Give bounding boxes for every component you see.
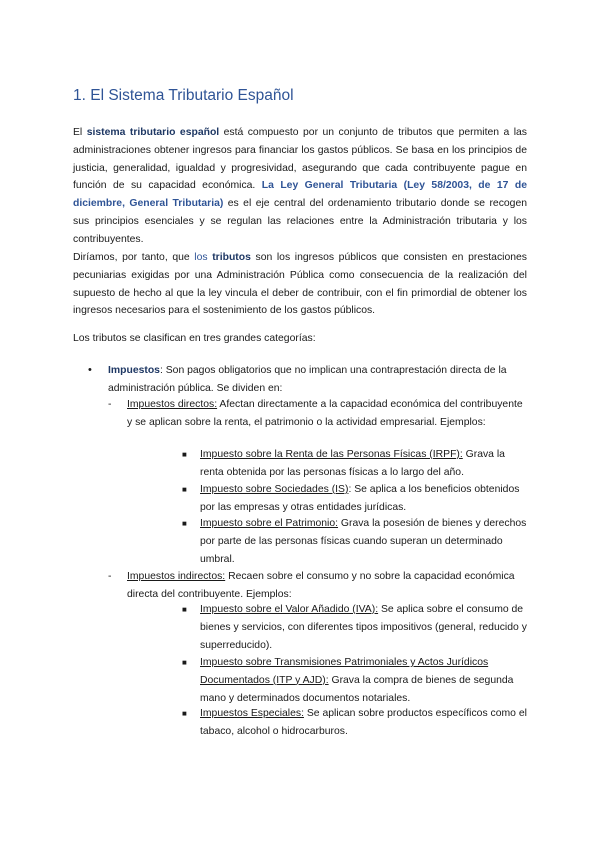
p2-highlight-tributos: tributos	[212, 252, 251, 263]
list-item-patrimonio	[200, 515, 527, 568]
impuestos-text: : Son pagos obligatorios que no implican una contraprestación directa de la administración pública. Se dividen en:	[108, 365, 507, 394]
list-item-impuestos	[108, 362, 526, 398]
dash-marker: -	[108, 399, 112, 410]
section-heading: 1. El Sistema Tributario Español	[73, 87, 294, 104]
indirectos-text: Recaen sobre el consumo y no sobre la capacidad económica directa del contribuyente. Ejemplos:	[127, 571, 515, 600]
irpf-label: Impuesto sobre la Renta de las Personas Físicas (IRPF):	[200, 449, 463, 460]
irpf-text: Grava la renta obtenida por las personas físicas a lo largo del año.	[200, 449, 505, 478]
p1-text-c: está compuesto por un conjunto de tributos que permiten a las administraciones obtener ingresos para financiar los gastos públicos. Se basa en los principios de justicia, generalidad, igualdad y progresividad, asegurando que cada contribuyente pague en función de su capacidad económica.	[73, 127, 527, 192]
especiales-text: Se aplican sobre productos específicos como el tabaco, alcohol o hidrocarburos.	[200, 708, 527, 737]
p1-text-a: El	[73, 127, 87, 138]
list-item-is	[200, 481, 527, 517]
especiales-label: Impuestos Especiales:	[200, 708, 304, 719]
list-item-indirectos	[127, 568, 527, 604]
tributos-paragraph	[73, 249, 527, 320]
p2-text-a: Diríamos, por tanto, que	[73, 252, 195, 263]
classification-paragraph: Los tributos se clasifican en tres grandes categorías:	[73, 333, 316, 344]
p1-highlight-sistema: sistema tributario español	[86, 127, 220, 138]
square-marker: ■	[182, 658, 187, 667]
intro-paragraph	[73, 124, 527, 249]
itp-ajd-label: Impuesto sobre Transmisiones Patrimoniales y Actos Jurídicos Documentados (ITP y AJD):	[200, 657, 489, 686]
square-marker: ■	[182, 709, 187, 718]
bullet-marker: •	[88, 364, 92, 376]
list-item-especiales	[200, 705, 527, 741]
dash-marker: -	[108, 571, 112, 582]
p2-text-los: los	[194, 252, 213, 263]
square-marker: ■	[182, 485, 187, 494]
list-item-directos	[127, 396, 527, 432]
list-item-itp-ajd	[200, 654, 527, 707]
square-marker: ■	[182, 605, 187, 614]
directos-text: Afectan directamente a la capacidad económica del contribuyente y se aplican sobre la renta, el patrimonio o la actividad empresarial. Ejemplos:	[127, 399, 523, 428]
iva-text: Se aplica sobre el consumo de bienes y servicios, con diferentes tipos impositivos (general, reducido y superreducido).	[200, 604, 527, 651]
p1-text-e: es el eje central del ordenamiento tributario donde se recogen sus principios esenciales y se regulan las relaciones entre la Administración tributaria y los contribuyentes.	[73, 198, 528, 245]
patrimonio-label: Impuesto sobre el Patrimonio:	[200, 518, 339, 529]
is-label: Impuesto sobre Sociedades (IS)	[200, 484, 349, 495]
square-marker: ■	[182, 519, 187, 528]
list-item-irpf	[200, 446, 527, 482]
impuestos-label: Impuestos	[108, 365, 160, 376]
square-marker: ■	[182, 450, 187, 459]
list-item-iva	[200, 601, 527, 654]
patrimonio-text: Grava la posesión de bienes y derechos por parte de las personas físicas cuando superan un determinado umbral.	[200, 518, 527, 565]
p1-highlight-ley: La Ley General Tributaria (Ley 58/2003, de 17 de diciembre, General Tributaria)	[73, 180, 527, 210]
directos-label: Impuestos directos:	[127, 399, 218, 410]
iva-label: Impuesto sobre el Valor Añadido (IVA):	[200, 604, 379, 615]
itp-ajd-text: Grava la compra de bienes de segunda mano y determinados documentos notariales.	[200, 674, 514, 704]
is-text: : Se aplica a los beneficios obtenidos por las empresas y otras entidades jurídicas.	[200, 484, 520, 513]
indirectos-label: Impuestos indirectos:	[127, 571, 226, 582]
p2-text-d: son los ingresos públicos que consisten en prestaciones pecuniarias exigidas por una Administración Pública como consecuencia de la realización del supuesto de hecho al que la ley vincula el deber de contribuir, con el fin primordial de obtener los ingresos necesarios para el sostenimiento de los gastos públicos.	[73, 252, 527, 317]
